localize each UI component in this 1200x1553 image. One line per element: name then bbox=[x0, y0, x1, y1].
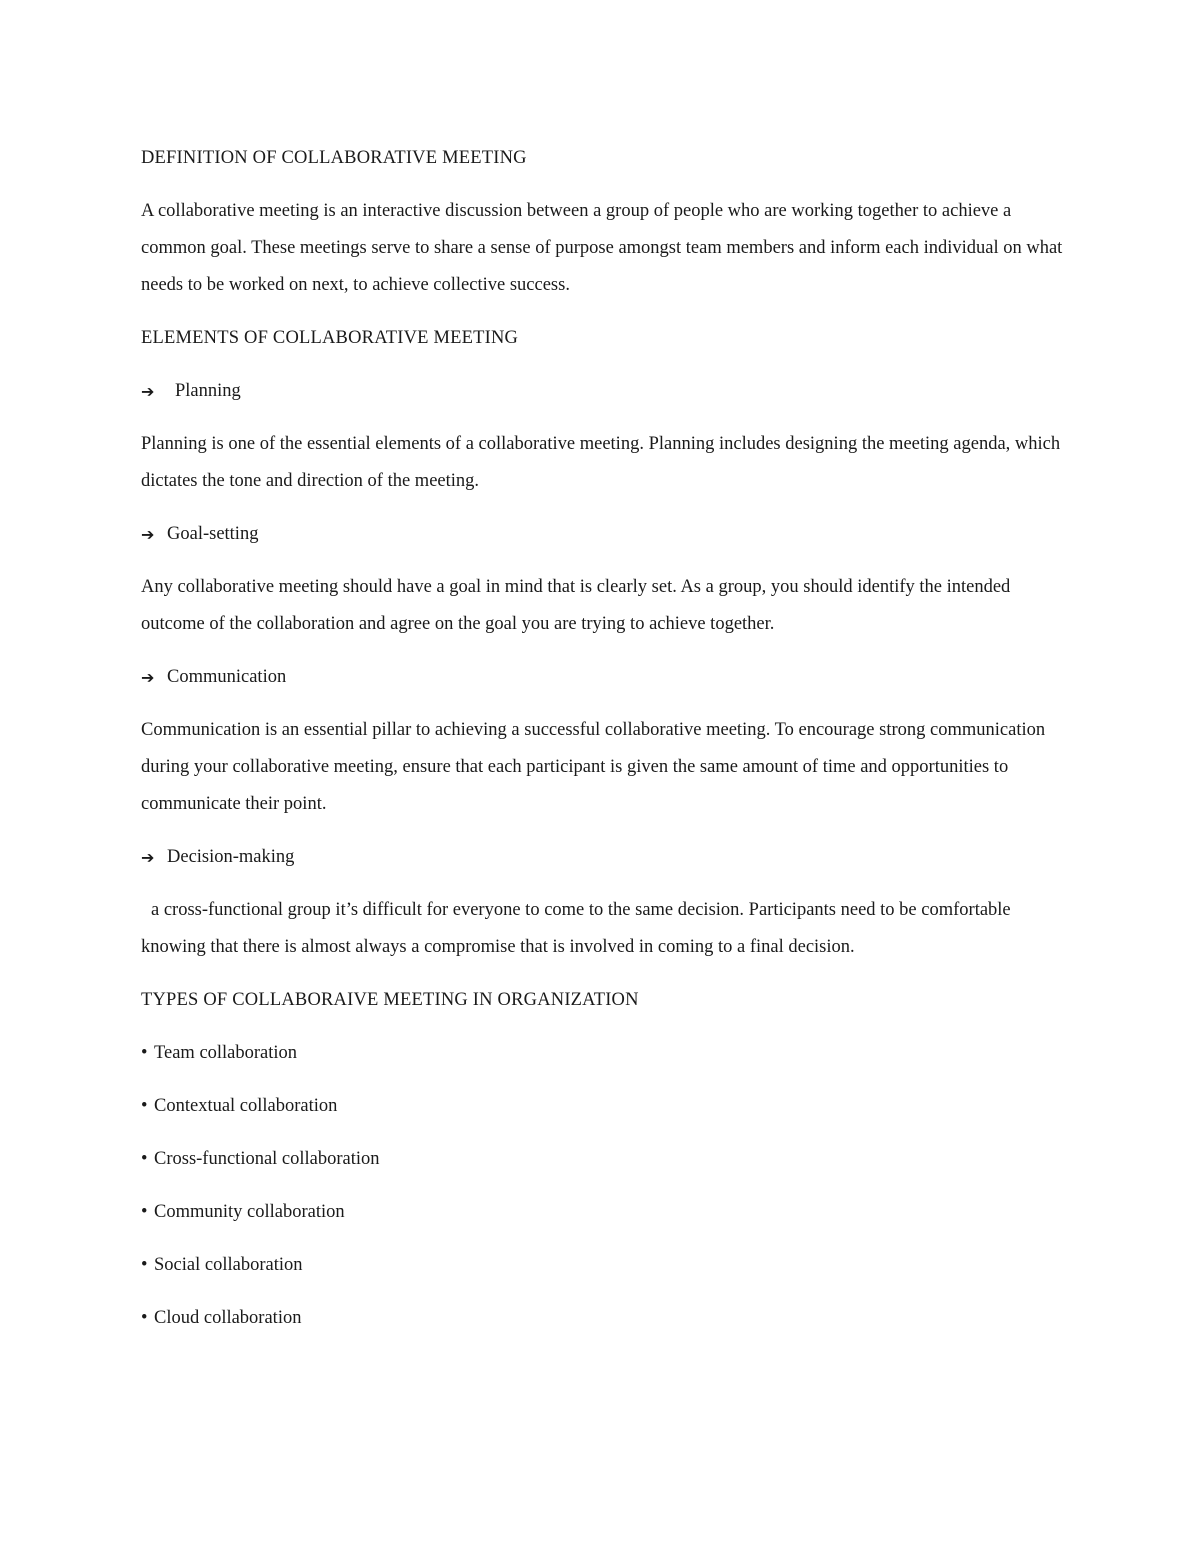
bullet-icon: • bbox=[141, 1202, 148, 1222]
bullet-icon: • bbox=[141, 1308, 148, 1328]
element-item-decision-making bbox=[141, 839, 1071, 876]
element-item-communication bbox=[141, 659, 1071, 696]
arrow-right-icon: ➔ bbox=[141, 525, 155, 544]
element-title: Planning bbox=[175, 381, 241, 401]
arrow-right-icon: ➔ bbox=[141, 382, 155, 401]
element-description-communication: Communication is an essential pillar to achieving a successful collaborative meeting. To encourage strong communication during your collaborative meeting, ensure that each participant is given the same amount of time and opportunities to communicate their point. bbox=[141, 720, 1046, 814]
list-item: • Cloud collaboration bbox=[141, 1300, 1071, 1337]
element-title: Goal-setting bbox=[167, 524, 259, 544]
element-title: Communication bbox=[167, 667, 287, 687]
bullet-icon: • bbox=[141, 1043, 148, 1063]
elements-heading: ELEMENTS OF COLLABORATIVE MEETING bbox=[141, 328, 519, 348]
bullet-icon: • bbox=[141, 1096, 148, 1116]
arrow-right-icon: ➔ bbox=[141, 668, 155, 687]
bullet-icon: • bbox=[141, 1255, 148, 1275]
list-item: • Cross-functional collaboration bbox=[141, 1141, 1071, 1178]
list-item: • Team collaboration bbox=[141, 1035, 1071, 1072]
arrow-right-icon: ➔ bbox=[141, 848, 155, 867]
list-item: • Community collaboration bbox=[141, 1194, 1071, 1231]
element-description-decision-making: a cross-functional group it’s difficult for everyone to come to the same decision. Participants need to be comfortable knowing that there is almost always a compromise that is involved in coming to a final decision. bbox=[141, 900, 1011, 957]
element-item-goal-setting bbox=[141, 516, 1071, 553]
list-item: • Social collaboration bbox=[141, 1247, 1071, 1284]
element-description-planning: Planning is one of the essential elements of a collaborative meeting. Planning includes designing the meeting agenda, which dictates the tone and direction of the meeting. bbox=[141, 434, 1061, 491]
list-item: • Contextual collaboration bbox=[141, 1088, 1071, 1125]
bullet-icon: • bbox=[141, 1149, 148, 1169]
document-body bbox=[141, 140, 1071, 1353]
element-item-planning bbox=[141, 373, 1071, 410]
types-heading: TYPES OF COLLABORAIVE MEETING IN ORGANIZATION bbox=[141, 990, 639, 1010]
element-title: Decision-making bbox=[167, 847, 295, 867]
element-description-goal-setting: Any collaborative meeting should have a goal in mind that is clearly set. As a group, you should identify the intended outcome of the collaboration and agree on the goal you are trying to achieve together. bbox=[141, 577, 1011, 634]
definition-paragraph: A collaborative meeting is an interactive discussion between a group of people who are working together to achieve a common goal. These meetings serve to share a sense of purpose amongst team members and inform each individual on what needs to be worked on next, to achieve collective success. bbox=[141, 201, 1063, 295]
definition-heading: DEFINITION OF COLLABORATIVE MEETING bbox=[141, 148, 527, 168]
types-list bbox=[141, 1035, 1071, 1337]
